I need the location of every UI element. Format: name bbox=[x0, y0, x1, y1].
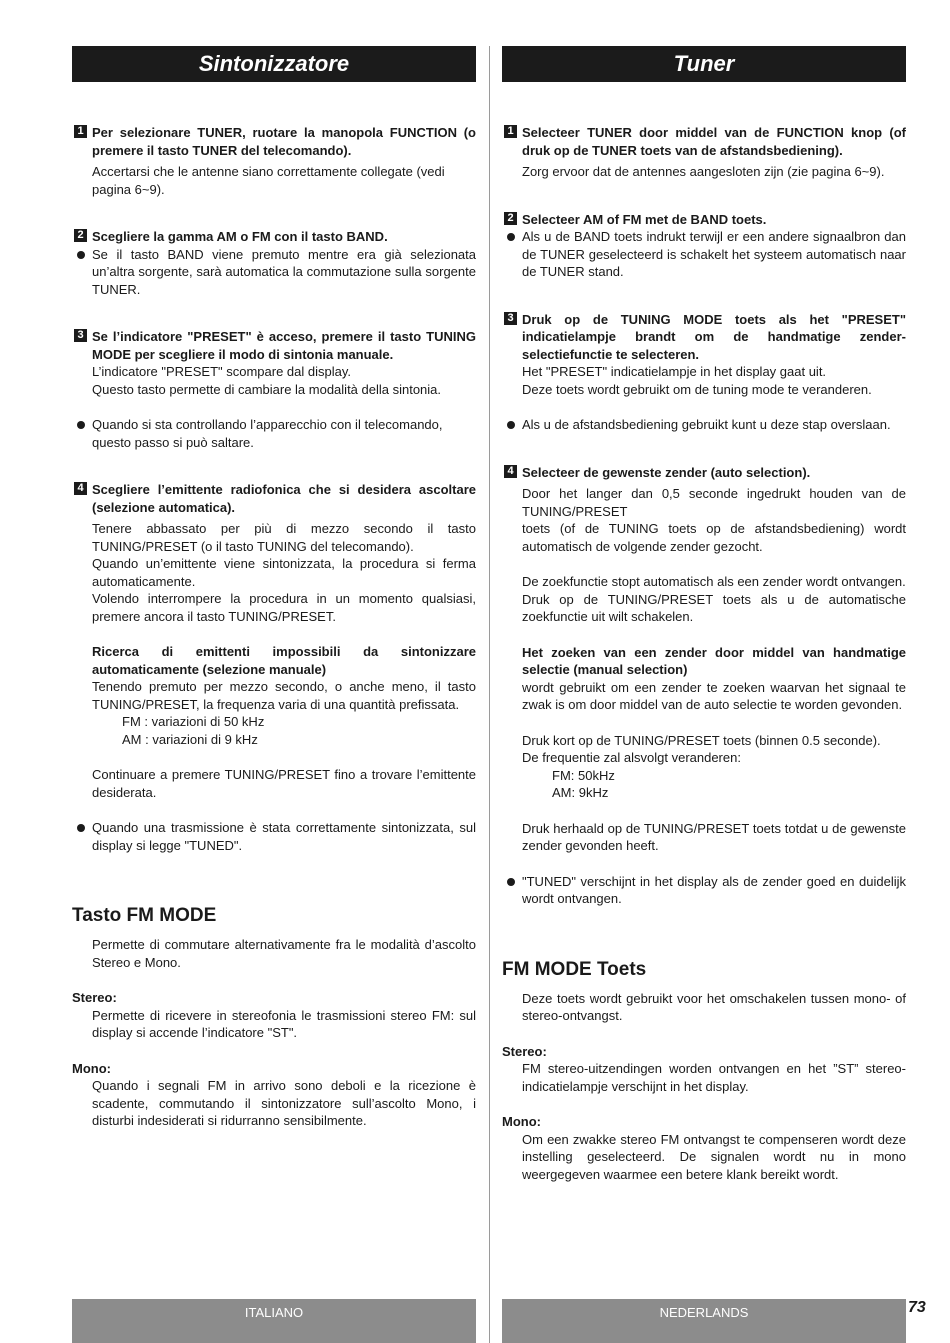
step-number: 3 bbox=[504, 312, 517, 325]
step-3 bbox=[72, 328, 476, 398]
footer-language-dutch: NEDERLANDS bbox=[502, 1299, 906, 1343]
stereo-text: FM stereo-uitzendingen worden ontvangen en het ”ST” stereo-indicatielampje verschijnt in het display. bbox=[522, 1061, 906, 1094]
step-2 bbox=[72, 228, 476, 246]
step-number: 2 bbox=[74, 229, 87, 242]
bullet-icon bbox=[507, 878, 515, 886]
bullet-icon bbox=[77, 824, 85, 832]
short-press-text: Druk kort op de TUNING/PRESET toets (binnen 0.5 seconde). bbox=[522, 732, 881, 748]
mono-text: Om een zwakke stereo FM ontvangst te compenseren wordt deze instelling geselecteerd. De signalen wordt nu in mono weergegeven waarmee een betere klank bereikt wordt. bbox=[522, 1131, 906, 1182]
bullet-text: Quando una trasmissione è stata correttamente sintonizzata, sul display si legge "TUNED". bbox=[92, 820, 476, 853]
step-number: 4 bbox=[504, 465, 517, 478]
mono-text: Quando i segnali FM in arrivo sono deboli e la ricezione è scadente, commutando il sintonizzatore sull’ascolto Mono, i disturbi indesiderati si ridurranno sensibilmente. bbox=[92, 1078, 476, 1128]
bullet-icon bbox=[507, 233, 515, 241]
step-text: Tenere abbassato per più di mezzo secondo il tasto TUNING/PRESET (o il tasto TUNING del telecomando). bbox=[92, 521, 476, 554]
bullet-icon bbox=[77, 421, 85, 429]
step-number: 2 bbox=[504, 212, 517, 225]
fm-mode-intro: Permette di commutare alternativamente fra le modalità d’ascolto Stereo e Mono. bbox=[92, 937, 476, 970]
section-title: Tuner bbox=[502, 46, 906, 82]
step-number: 1 bbox=[504, 125, 517, 138]
section-title: Sintonizzatore bbox=[72, 46, 476, 82]
step-number: 4 bbox=[74, 482, 87, 495]
bullet-icon bbox=[77, 251, 85, 259]
repeat-text: Druk herhaald op de TUNING/PRESET toets totdat u de gewenste zender gevonden heeft. bbox=[522, 820, 906, 853]
bullet-item bbox=[72, 246, 476, 299]
bullet-text: Quando si sta controllando l’apparecchio con il telecomando, questo passo si può saltare. bbox=[92, 417, 443, 450]
bullet-item bbox=[502, 416, 906, 434]
fm-mode-heading: FM MODE Toets bbox=[502, 958, 647, 980]
manual-text: Tenendo premuto per mezzo secondo, o anche meno, il tasto TUNING/PRESET, la frequenza varia di una quantità prefissata. bbox=[92, 679, 476, 712]
step-text: Druk op de TUNING/PRESET toets als u de automatische zoekfunctie uit wilt schakelen. bbox=[522, 591, 906, 624]
step-heading: Per selezionare TUNER, ruotare la manopola FUNCTION (o premere il tasto TUNER del telecomando). bbox=[92, 125, 476, 158]
bullet-text: Als u de afstandsbediening gebruikt kunt u deze stap overslaan. bbox=[522, 417, 891, 432]
bullet-item bbox=[72, 416, 476, 451]
bullet-text: Als u de BAND toets indrukt terwijl er een andere signaalbron dan de TUNER geselecteerd is schakelt het systeem automatisch naar de TUNER stand. bbox=[522, 229, 906, 279]
bullet-item bbox=[502, 228, 906, 281]
footer-language-italian: ITALIANO bbox=[72, 1299, 476, 1343]
step-text: De zoekfunctie stopt automatisch als een zender wordt ontvangen. bbox=[522, 574, 906, 589]
step-2 bbox=[502, 211, 906, 229]
step-4 bbox=[72, 481, 476, 625]
bullet-item bbox=[502, 873, 906, 908]
step-number: 3 bbox=[74, 329, 87, 342]
step-1 bbox=[502, 124, 906, 181]
stereo-text: Permette di ricevere in stereofonia le trasmissioni stereo FM: sul display si accende l’indicatore "ST". bbox=[92, 1007, 476, 1040]
step-3 bbox=[502, 311, 906, 399]
step-heading: Selecteer de gewenste zender (auto selection). bbox=[522, 464, 811, 480]
dutch-column bbox=[502, 46, 906, 1183]
fm-mode-heading: Tasto FM MODE bbox=[72, 905, 217, 926]
mono-label: Mono: bbox=[502, 1114, 541, 1129]
step-heading: Selecteer TUNER door middel van de FUNCTION knop (of druk op de TUNER toets van de afstandsbediening). bbox=[522, 125, 906, 158]
bullet-text: Se il tasto BAND viene premuto mentre era già selezionata un’altra sorgente, sarà automatica la commutazione sulla sorgente TUNER. bbox=[92, 246, 476, 297]
mono-label: Mono: bbox=[72, 1060, 111, 1076]
step-text: L’indicatore "PRESET" scompare dal display. bbox=[92, 364, 351, 379]
step-text: Accertarsi che le antenne siano correttamente collegate (vedi pagina 6~9). bbox=[92, 164, 445, 197]
freq-change-text: De frequentie zal alsvolgt veranderen: bbox=[522, 750, 741, 765]
step-heading: Se l’indicatore "PRESET" è acceso, premere il tasto TUNING MODE per scegliere il modo di sintonia manuale. bbox=[92, 329, 476, 362]
bullet-item bbox=[72, 819, 476, 854]
page-number: 73 bbox=[908, 1299, 926, 1316]
step-text: Het "PRESET" indicatielampje in het display gaat uit. bbox=[522, 364, 827, 379]
step-text: Deze toets wordt gebruikt om de tuning mode te veranderen. bbox=[522, 381, 872, 397]
step-1 bbox=[72, 124, 476, 198]
continue-text: Continuare a premere TUNING/PRESET fino a trovare l’emittente desiderata. bbox=[92, 767, 476, 800]
stereo-label: Stereo: bbox=[502, 1043, 547, 1059]
step-text: toets (of de TUNING toets op de afstandsbediening) wordt automatisch de volgende zender gezocht. bbox=[522, 521, 906, 554]
fm-step: FM: 50kHz bbox=[552, 767, 615, 783]
step-text: Door het langer dan 0,5 seconde ingedrukt houden van de TUNING/PRESET bbox=[522, 486, 906, 519]
bullet-text: "TUNED" verschijnt in het display als de zender goed en duidelijk wordt ontvangen. bbox=[522, 873, 906, 906]
fm-step: FM : variazioni di 50 kHz bbox=[122, 714, 265, 729]
step-text: Quando un’emittente viene sintonizzata, la procedura si ferma automaticamente. bbox=[92, 556, 476, 589]
step-heading: Scegliere la gamma AM o FM con il tasto BAND. bbox=[92, 229, 388, 244]
manual-text: wordt gebruikt om een zender te zoeken waarvan het signaal te zwak is om door middel van de auto selectie te worden gevonden. bbox=[522, 679, 906, 712]
step-number: 1 bbox=[74, 125, 87, 138]
step-text: Zorg ervoor dat de antennes aangesloten zijn (zie pagina 6~9). bbox=[522, 164, 885, 179]
column-divider bbox=[489, 46, 490, 1343]
step-heading: Druk op de TUNING MODE toets als het "PRESET" indicatielampje brandt om de handmatige zender-selectiefunctie te selecteren. bbox=[522, 311, 906, 362]
step-heading: Scegliere l’emittente radiofonica che si desidera ascoltare (selezione automatica). bbox=[92, 482, 476, 515]
bullet-icon bbox=[507, 421, 515, 429]
manual-heading: Het zoeken van een zender door middel van handmatige selectie (manual selection) bbox=[522, 644, 906, 677]
fm-mode-intro: Deze toets wordt gebruikt voor het omschakelen tussen mono- of stereo-ontvangst. bbox=[522, 990, 906, 1023]
italian-column bbox=[72, 46, 476, 1130]
step-4 bbox=[502, 464, 906, 626]
stereo-label: Stereo: bbox=[72, 990, 117, 1005]
am-step: AM: 9kHz bbox=[552, 785, 609, 800]
step-text: Questo tasto permette di cambiare la modalità della sintonia. bbox=[92, 381, 442, 397]
manual-heading: Ricerca di emittenti impossibili da sintonizzare automaticamente (selezione manuale) bbox=[92, 644, 476, 677]
step-heading: Selecteer AM of FM met de BAND toets. bbox=[522, 211, 767, 227]
step-text: Volendo interrompere la procedura in un momento qualsiasi, premere ancora il tasto TUNING/PRESET. bbox=[92, 591, 476, 624]
am-step: AM : variazioni di 9 kHz bbox=[122, 731, 258, 747]
